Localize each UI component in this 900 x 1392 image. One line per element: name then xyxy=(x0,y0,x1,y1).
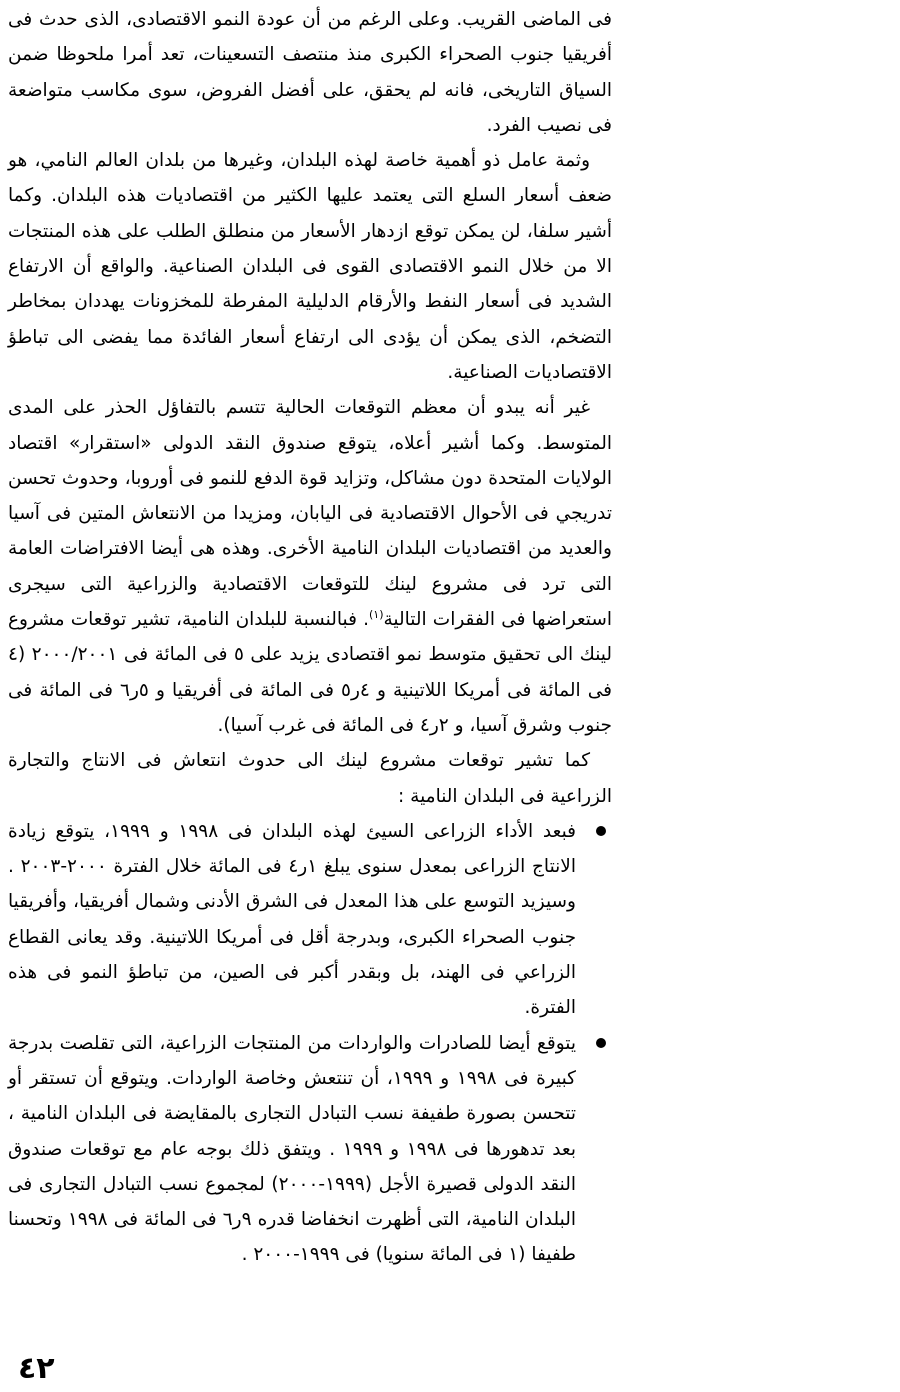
paragraph-1: فى الماضى القريب. وعلى الرغم من أن عودة النمو الاقتصادى، الذى حدث فى أفريقيا جنوب الصحراء الكبرى منذ منتصف التسعينات، تعد أمرا ملحوظا ضمن السياق التاريخى، فانه لم يحقق، على أفضل الفروض، سوى مكاسب متواضعة فى نصيب الفرد. xyxy=(8,9,612,136)
paragraph-2: وثمة عامل ذو أهمية خاصة لهذه البلدان، وغيرها من بلدان العالم النامي، هو ضعف أسعار السلع التى يعتمد عليها الكثير من اقتصاديات هذه البلدان. وكما أشير سلفا، لن يمكن توقع ازدهار الأسعار من منطلق الطلب على هذه المنتجات الا من خلال النمو الاقتصادى القوى فى البلدان الصناعية. والواقع أن الارتفاع الشديد فى أسعار النفط والأرقام الدليلية المفرطة للمخزونات يهددان بمخاطر التضخم، الذى يمكن أن يؤدى الى ارتفاع أسعار الفائدة مما يفضى الى تباطؤ الاقتصاديات الصناعية. xyxy=(8,150,612,383)
bullet-icon xyxy=(596,826,606,836)
paragraph-3 xyxy=(8,390,612,743)
bullet-list xyxy=(8,814,612,1273)
bullet-text: يتوقع أيضا للصادرات والواردات من المنتجات الزراعية، التى تقلصت بدرجة كبيرة فى ١٩٩٨ و ١٩٩٩، أن تنتعش وخاصة الواردات. ويتوقع أن تستقر أو تتحسن بصورة طفيفة نسب التبادل التجارى بالمقايضة فى البلدان النامية ، بعد تدهورها فى ١٩٩٨ و ١٩٩٩ . ويتفق ذلك بوجه عام مع توقعات صندوق النقد الدولى قصيرة الأجل (١٩٩٩-٢٠٠٠) لمجموع نسب التبادل التجارى فى البلدان النامية، التى أظهرت انخفاضا قدره ٩ر٦ فى المائة فى ١٩٩٨ وتحسنا طفيفا (١ فى المائة سنويا) فى ١٩٩٩-٢٠٠٠ . xyxy=(8,1032,576,1266)
paragraph-3-text-end: . فبالنسبة للبلدان النامية، تشير توقعات مشروع لينك الى تحقيق متوسط نمو اقتصادى يزيد على ٥ فى المائة فى ٢٠٠٠/٢٠٠١ (٤ فى المائة فى أمريكا اللاتينية و ٤ر٥ فى المائة فى أفريقيا و ٥ر٦ فى المائة فى جنوب وشرق آسيا، و ٢ر٤ فى المائة فى غرب آسيا). xyxy=(8,609,612,736)
paragraph-4: كما تشير توقعات مشروع لينك الى حدوث انتعاش فى الانتاج والتجارة الزراعية فى البلدان النامية : xyxy=(8,750,612,807)
list-item xyxy=(8,814,612,1026)
text-column xyxy=(8,2,612,1273)
bullet-text: فبعد الأداء الزراعى السيئ لهذه البلدان فى ١٩٩٨ و ١٩٩٩، يتوقع زيادة الانتاج الزراعى بمعدل سنوى يبلغ ١ر٤ فى المائة خلال الفترة ٢٠٠٠-٢٠٠٣ . وسيزيد التوسع على هذا المعدل فى الشرق الأدنى وشمال أفريقيا، وأفريقيا جنوب الصحراء الكبرى، وبدرجة أقل فى أمريكا اللاتينية. وقد يعانى القطاع الزراعي فى الهند، بل وبقدر أكبر فى الصين، من تباطؤ النمو فى هذه الفترة. xyxy=(8,820,576,1019)
paragraph-3-text: غير أنه يبدو أن معظم التوقعات الحالية تتسم بالتفاؤل الحذر على المدى المتوسط. وكما أشير أعلاه، يتوقع صندوق النقد الدولى «استقرار» اقتصاد الولايات المتحدة دون مشاكل، وتزايد قوة الدفع للنمو فى أوروبا، وحدوث تحسن تدريجي فى الأحوال الاقتصادية فى اليابان، ومزيدا من الانتعاش المتين فى آسيا والعديد من اقتصاديات البلدان النامية الأخرى. وهذه هى أيضا الافتراضات العامة التى ترد فى مشروع لينك للتوقعات الاقتصادية والزراعية التى سيجرى استعراضها فى الفقرات التالية xyxy=(8,397,613,631)
footnote-reference: (١) xyxy=(368,607,384,621)
bullet-icon xyxy=(596,1038,606,1048)
list-item xyxy=(8,1026,612,1273)
page-number: ٤٢ xyxy=(18,1351,55,1386)
